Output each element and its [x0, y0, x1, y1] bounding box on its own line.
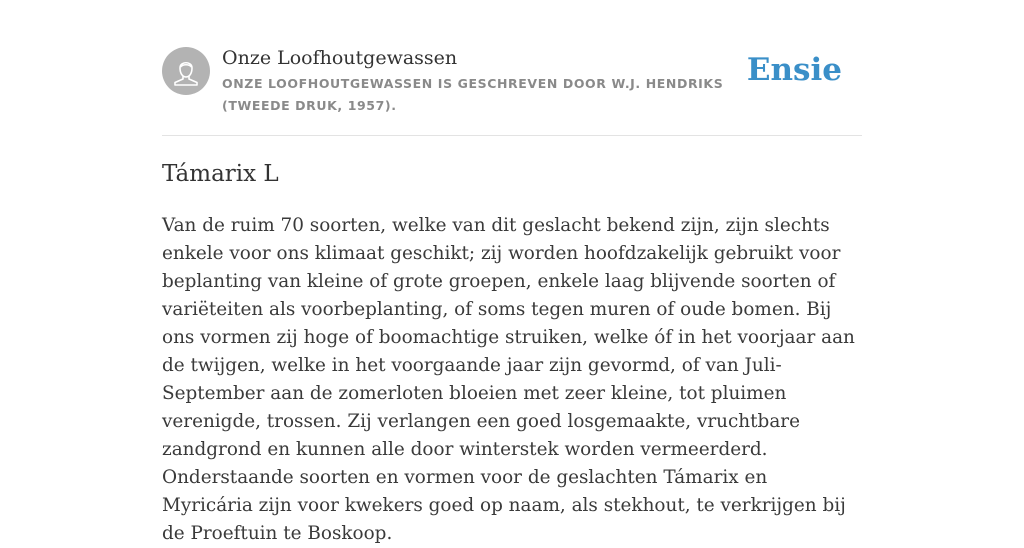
source-header: [162, 46, 862, 136]
article-body: Van de ruim 70 soorten, welke van dit geslacht bekend zijn, zijn slechts enkele voor ons klimaat geschikt; zij worden hoofdzakelijk gebruikt voor beplanting van kleine of grote groepen, enkele laag blijvende soorten of variëteiten als voorbeplanting, of soms tegen muren of oude bomen. Bij ons vormen zij hoge of boomachtige struiken, welke óf in het voorjaar aan de twijgen, welke in het voorgaande jaar zijn gevormd, of van Juli-September aan de zomerloten bloeien met zeer kleine, tot pluimen verenigde, trossen. Zij verlangen een goed losgemaakte, vruchtbare zandgrond en kunnen alle door winterstek worden vermeerderd. Onderstaande soorten en vormen voor de geslachten Támarix en Myricária zijn voor kwekers goed op naam, als stekhout, te verkrijgen bij de Proeftuin te Boskoop.: [162, 215, 855, 544]
user-silhouette-icon: [162, 47, 210, 95]
source-description: ONZE LOOFHOUTGEWASSEN IS GESCHREVEN DOOR W.J. HENDRIKS (TWEEDE DRUK, 1957).: [222, 76, 724, 113]
article-title: Támarix L: [162, 161, 279, 187]
brand-logo[interactable]: Ensie: [746, 52, 842, 88]
source-title[interactable]: Onze Loofhoutgewassen: [222, 47, 458, 69]
